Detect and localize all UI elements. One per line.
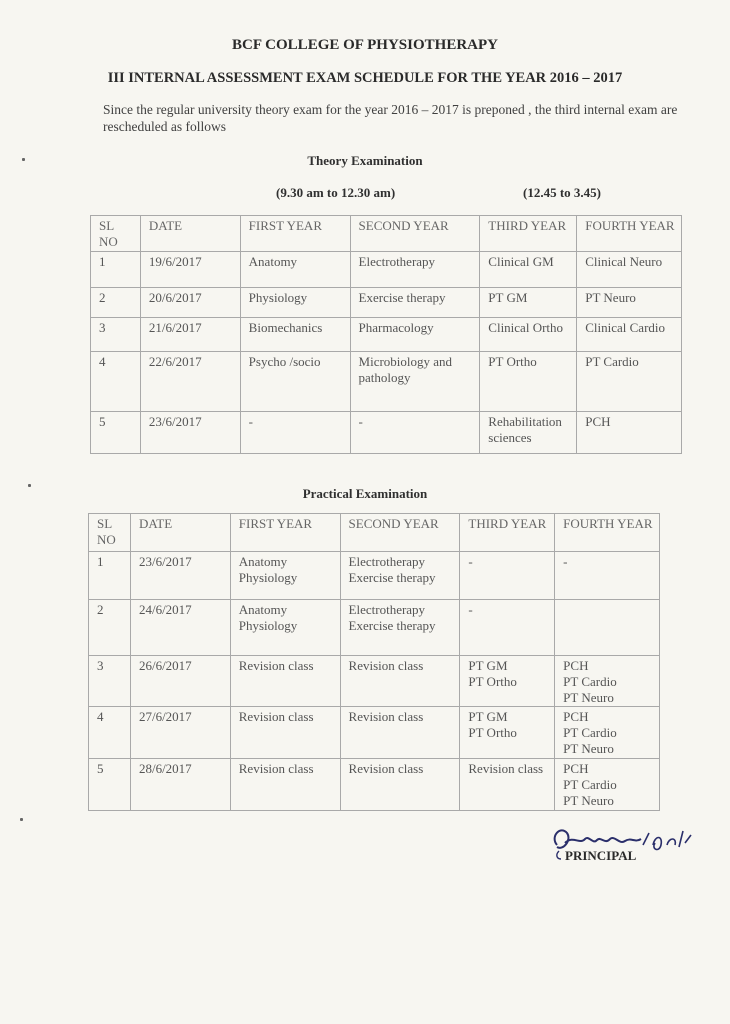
cell-fourth-year: PCH PT Cardio PT Neuro — [555, 656, 660, 707]
theory-section-title: Theory Examination — [307, 153, 423, 168]
cell-third-year: - — [460, 600, 555, 656]
header-fourth-year: FOURTH YEAR — [555, 514, 660, 552]
cell-first-year: - — [240, 412, 350, 454]
cell-third-year: PT GM — [480, 288, 577, 318]
intro-text: Since the regular university theory exam for the year 2016 – 2017 is preponed , the third internal exam are rescheduled as follows — [103, 102, 678, 134]
cell-second-year: Pharmacology — [350, 318, 480, 352]
scan-speck — [22, 158, 25, 161]
cell-first-year: Physiology — [240, 288, 350, 318]
scan-speck — [28, 484, 31, 487]
cell-date: 19/6/2017 — [140, 252, 240, 288]
cell-date: 27/6/2017 — [130, 707, 230, 759]
cell-date: 21/6/2017 — [140, 318, 240, 352]
cell-third-year: - — [460, 552, 555, 600]
header-third-year: THIRD YEAR — [460, 514, 555, 552]
theory-time-2: (12.45 to 3.45) — [523, 185, 601, 200]
cell-third-year: Clinical Ortho — [480, 318, 577, 352]
cell-fourth-year — [555, 600, 660, 656]
header-second-year: SECOND YEAR — [350, 216, 480, 252]
header-date: DATE — [130, 514, 230, 552]
table-header-row — [91, 216, 682, 252]
cell-third-year: Rehabilitation sciences — [480, 412, 577, 454]
cell-second-year: - — [350, 412, 480, 454]
table-row — [89, 656, 660, 707]
cell-fourth-year: Clinical Neuro — [577, 252, 682, 288]
cell-first-year: Revision class — [230, 707, 340, 759]
table-row — [89, 600, 660, 656]
cell-first-year: Anatomy Physiology — [230, 552, 340, 600]
cell-date: 22/6/2017 — [140, 352, 240, 412]
cell-third-year: PT GM PT Ortho — [460, 707, 555, 759]
cell-first-year: Biomechanics — [240, 318, 350, 352]
table-row — [91, 252, 682, 288]
cell-first-year: Revision class — [230, 656, 340, 707]
scan-speck — [20, 818, 23, 821]
cell-sl-no: 4 — [89, 707, 131, 759]
cell-fourth-year: PCH PT Cardio PT Neuro — [555, 759, 660, 811]
theory-table — [90, 215, 682, 454]
cell-first-year: Anatomy — [240, 252, 350, 288]
cell-date: 23/6/2017 — [130, 552, 230, 600]
cell-second-year: Electrotherapy Exercise therapy — [340, 552, 460, 600]
cell-date: 26/6/2017 — [130, 656, 230, 707]
table-row — [91, 318, 682, 352]
table-row — [89, 707, 660, 759]
signature-icon — [545, 815, 695, 875]
cell-date: 23/6/2017 — [140, 412, 240, 454]
cell-fourth-year: PCH — [577, 412, 682, 454]
theory-time-1: (9.30 am to 12.30 am) — [276, 185, 396, 200]
table-row — [91, 352, 682, 412]
cell-first-year: Revision class — [230, 759, 340, 811]
cell-sl-no: 3 — [91, 318, 141, 352]
principal-label: PRINCIPAL — [565, 848, 637, 863]
cell-third-year: Clinical GM — [480, 252, 577, 288]
header-date: DATE — [140, 216, 240, 252]
cell-date: 24/6/2017 — [130, 600, 230, 656]
cell-fourth-year: PT Cardio — [577, 352, 682, 412]
cell-sl-no: 1 — [91, 252, 141, 288]
practical-table — [88, 513, 660, 811]
cell-sl-no: 5 — [91, 412, 141, 454]
header-first-year: FIRST YEAR — [240, 216, 350, 252]
college-name: BCF COLLEGE OF PHYSIOTHERAPY — [231, 37, 498, 53]
cell-sl-no: 5 — [89, 759, 131, 811]
cell-fourth-year: - — [555, 552, 660, 600]
cell-second-year: Revision class — [340, 707, 460, 759]
cell-date: 20/6/2017 — [140, 288, 240, 318]
header-sl-no: SL NO — [89, 514, 131, 552]
table-header-row — [89, 514, 660, 552]
cell-fourth-year: Clinical Cardio — [577, 318, 682, 352]
cell-fourth-year: PT Neuro — [577, 288, 682, 318]
cell-date: 28/6/2017 — [130, 759, 230, 811]
header-second-year: SECOND YEAR — [340, 514, 460, 552]
header-sl-no: SL NO — [91, 216, 141, 252]
cell-second-year: Microbiology and pathology — [350, 352, 480, 412]
cell-fourth-year: PCH PT Cardio PT Neuro — [555, 707, 660, 759]
cell-second-year: Revision class — [340, 759, 460, 811]
cell-sl-no: 2 — [91, 288, 141, 318]
cell-sl-no: 4 — [91, 352, 141, 412]
table-row — [91, 288, 682, 318]
cell-second-year: Electrotherapy Exercise therapy — [340, 600, 460, 656]
cell-second-year: Revision class — [340, 656, 460, 707]
table-row — [89, 552, 660, 600]
header-fourth-year: FOURTH YEAR — [577, 216, 682, 252]
cell-first-year: Anatomy Physiology — [230, 600, 340, 656]
cell-second-year: Electrotherapy — [350, 252, 480, 288]
cell-third-year: Revision class — [460, 759, 555, 811]
table-row — [89, 759, 660, 811]
cell-first-year: Psycho /socio — [240, 352, 350, 412]
cell-sl-no: 1 — [89, 552, 131, 600]
table-row — [91, 412, 682, 454]
cell-third-year: PT GM PT Ortho — [460, 656, 555, 707]
schedule-title: III INTERNAL ASSESSMENT EXAM SCHEDULE FOR THE YEAR 2016 – 2017 — [107, 70, 623, 86]
header-first-year: FIRST YEAR — [230, 514, 340, 552]
header-third-year: THIRD YEAR — [480, 216, 577, 252]
practical-section-title: Practical Examination — [302, 486, 428, 501]
cell-sl-no: 2 — [89, 600, 131, 656]
cell-third-year: PT Ortho — [480, 352, 577, 412]
cell-sl-no: 3 — [89, 656, 131, 707]
cell-second-year: Exercise therapy — [350, 288, 480, 318]
